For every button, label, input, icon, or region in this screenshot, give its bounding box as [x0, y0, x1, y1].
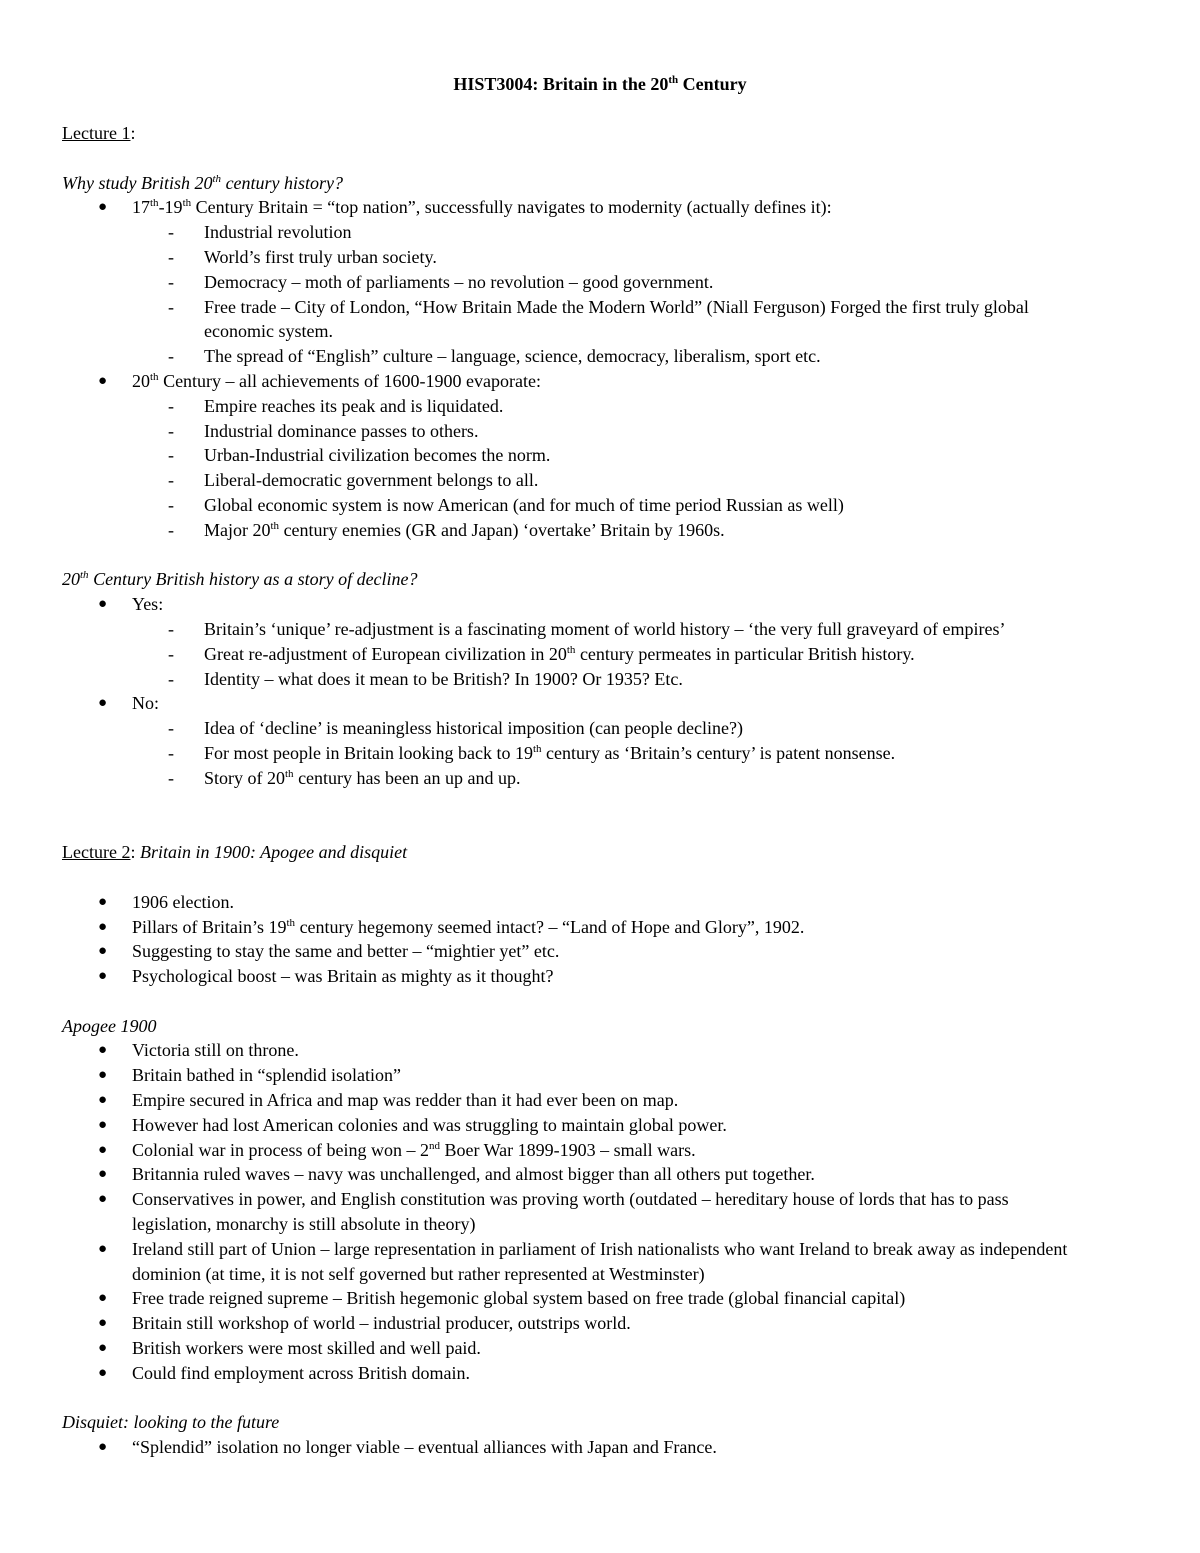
bullet-item — [62, 195, 1092, 220]
bullet-item — [62, 1286, 1092, 1311]
text-segment: Apogee 1900 — [62, 1015, 157, 1036]
bullet-item — [62, 1311, 1092, 1336]
text-segment: No: — [132, 693, 159, 714]
dash-item — [62, 468, 1092, 493]
text-segment: Conservatives in power, and English constitution was proving worth (outdated – hereditary house of lords that has to pass legislation, monarchy is still absolute in theory) — [132, 1189, 1009, 1235]
text-segment: For most people in Britain looking back to 19 — [204, 742, 533, 763]
text-segment: Lecture 2 — [62, 842, 131, 863]
text-segment: Major 20 — [204, 519, 271, 540]
bullet-item — [62, 592, 1092, 617]
dash-icon: - — [168, 767, 174, 788]
text-segment: 1906 election. — [132, 891, 234, 912]
text-segment: th — [270, 519, 280, 532]
dash-icon: - — [168, 470, 174, 491]
dash-icon: - — [168, 346, 174, 367]
text-segment: century as ‘Britain’s century’ is patent nonsense. — [541, 742, 896, 763]
bullet-icon: ● — [98, 199, 108, 216]
bullet-icon: ● — [98, 943, 108, 960]
bullet-item — [62, 890, 1092, 915]
text-segment: 20 — [62, 569, 80, 590]
dash-item — [62, 220, 1092, 245]
text-segment: th — [566, 643, 576, 656]
text-segment: th — [80, 569, 89, 582]
text-segment: Urban-Industrial civilization becomes the norm. — [204, 445, 551, 466]
text-segment: century permeates in particular British history. — [575, 643, 915, 664]
text-segment: Pillars of Britain’s 19 — [132, 916, 287, 937]
bullet-icon: ● — [98, 1092, 108, 1109]
dash-item — [62, 295, 1092, 345]
dash-item — [62, 518, 1092, 543]
bullet-item — [62, 1038, 1092, 1063]
text-segment: Britain bathed in “splendid isolation” — [132, 1065, 401, 1086]
bullet-icon: ● — [98, 1116, 108, 1133]
text-segment: British workers were most skilled and well paid. — [132, 1338, 481, 1359]
bullet-icon: ● — [98, 1290, 108, 1307]
dash-icon: - — [168, 718, 174, 739]
bullet-item — [62, 1088, 1092, 1113]
bullet-icon: ● — [98, 1166, 108, 1183]
text-segment: Could find employment across British domain. — [132, 1362, 470, 1383]
text-segment: Industrial dominance passes to others. — [204, 420, 479, 441]
text-segment: century has been an up and up. — [293, 767, 521, 788]
dash-icon: - — [168, 246, 174, 267]
dash-item — [62, 766, 1092, 791]
text-segment: World’s first truly urban society. — [204, 246, 437, 267]
bullet-icon: ● — [98, 918, 108, 935]
text-segment: century hegemony seemed intact? – “Land of Hope and Glory”, 1902. — [295, 916, 805, 937]
text-segment: Identity – what does it mean to be British? In 1900? Or 1935? Etc. — [204, 668, 683, 689]
bullet-icon: ● — [98, 968, 108, 985]
dash-icon: - — [168, 494, 174, 515]
title-text-segment: HIST3004: Britain in the 20 — [453, 74, 669, 94]
dash-icon: - — [168, 618, 174, 639]
text-segment: century enemies (GR and Japan) ‘overtake’ Britain by 1960s. — [279, 519, 725, 540]
bullet-item — [62, 1187, 1092, 1237]
bullet-item — [62, 1435, 1092, 1460]
dash-item — [62, 741, 1092, 766]
dash-item — [62, 617, 1092, 642]
bullet-icon: ● — [98, 596, 108, 613]
bullet-icon: ● — [98, 1315, 108, 1332]
text-segment: Britain still workshop of world – industrial producer, outstrips world. — [132, 1313, 631, 1334]
text-segment: Yes: — [132, 594, 164, 615]
blank-line — [62, 146, 1092, 171]
text-segment: Disquiet: looking to the future — [62, 1412, 280, 1433]
dash-item — [62, 493, 1092, 518]
blank-line — [62, 1386, 1092, 1411]
bullet-icon: ● — [98, 1141, 108, 1158]
text-segment: th — [212, 172, 222, 185]
text-segment: Victoria still on throne. — [132, 1040, 299, 1061]
dash-item — [62, 642, 1092, 667]
bullet-item — [62, 1336, 1092, 1361]
bullet-item — [62, 1361, 1092, 1386]
text-segment: Empire reaches its peak and is liquidated. — [204, 395, 504, 416]
dash-icon: - — [168, 742, 174, 763]
dash-item — [62, 443, 1092, 468]
bullet-icon: ● — [98, 372, 108, 389]
dash-item — [62, 716, 1092, 741]
bullet-item — [62, 939, 1092, 964]
text-segment: Free trade reigned supreme – British hegemonic global system based on free trade (global financial capital) — [132, 1288, 906, 1309]
section-heading — [62, 567, 1092, 592]
text-segment: : — [130, 123, 136, 143]
dash-icon: - — [168, 519, 174, 540]
bullet-item — [62, 1237, 1092, 1287]
blank-line — [62, 865, 1092, 890]
text-segment: Ireland still part of Union – large representation in parliament of Irish nationalists who want Ireland to break away as independent dominion (at time, it is not self governed but rather represented at Westminster) — [132, 1238, 1068, 1284]
text-segment: Democracy – moth of parliaments – no revolution – good government. — [204, 271, 714, 292]
text-segment: 20 — [132, 370, 150, 391]
text-segment: Suggesting to stay the same and better – “mightier yet” etc. — [132, 941, 560, 962]
bullet-icon: ● — [98, 893, 108, 910]
bullet-item — [62, 964, 1092, 989]
text-segment: th — [150, 197, 159, 210]
text-segment: “Splendid” isolation no longer viable – eventual alliances with Japan and France. — [132, 1437, 717, 1458]
bullet-item — [62, 1113, 1092, 1138]
text-segment: Idea of ‘decline’ is meaningless historical imposition (can people decline?) — [204, 718, 743, 739]
bullet-icon: ● — [98, 1340, 108, 1357]
dash-icon: - — [168, 395, 174, 416]
bullet-icon: ● — [98, 1240, 108, 1257]
text-segment: However had lost American colonies and was struggling to maintain global power. — [132, 1114, 727, 1135]
text-segment: The spread of “English” culture – language, science, democracy, liberalism, sport etc. — [204, 346, 821, 367]
text-segment: Psychological boost – was Britain as mighty as it thought? — [132, 966, 554, 987]
bullet-item — [62, 1162, 1092, 1187]
text-segment: th — [150, 370, 159, 383]
bullet-icon: ● — [98, 1439, 108, 1456]
dash-item — [62, 344, 1092, 369]
text-segment: Liberal-democratic government belongs to all. — [204, 470, 539, 491]
dash-icon: - — [168, 420, 174, 441]
blank-line — [62, 791, 1092, 816]
bullet-icon: ● — [98, 1042, 108, 1059]
dash-icon: - — [168, 643, 174, 664]
text-segment: 17 — [132, 197, 150, 218]
text-segment: Century British history as a story of decline? — [88, 569, 418, 590]
dash-icon: - — [168, 271, 174, 292]
dash-icon: - — [168, 296, 174, 317]
bullet-icon: ● — [98, 1364, 108, 1381]
text-segment: th — [532, 742, 542, 755]
title-text-segment: Century — [678, 74, 747, 94]
blank-line — [62, 543, 1092, 568]
bullet-icon: ● — [98, 1067, 108, 1084]
dash-item — [62, 394, 1092, 419]
text-segment: century history? — [221, 172, 344, 193]
text-segment: Colonial war in process of being won – 2 — [132, 1139, 429, 1160]
section-heading — [62, 121, 1092, 146]
text-segment: Industrial revolution — [204, 222, 352, 243]
dash-icon: - — [168, 668, 174, 689]
text-segment: Britain’s ‘unique’ re-adjustment is a fascinating moment of world history – ‘the very full graveyard of empires’ — [204, 618, 1006, 639]
blank-line — [62, 815, 1092, 840]
text-segment: Boer War 1899-1903 – small wars. — [439, 1139, 696, 1160]
dash-item — [62, 667, 1092, 692]
text-segment: Story of 20 — [204, 767, 285, 788]
text-segment: th — [285, 767, 294, 780]
text-segment: Century – all achievements of 1600-1900 evaporate: — [158, 370, 541, 391]
bullet-item — [62, 1138, 1092, 1163]
document-title — [0, 72, 1200, 97]
text-segment: th — [286, 916, 296, 929]
bullet-icon: ● — [98, 1191, 108, 1208]
text-segment: : — [130, 842, 140, 863]
dash-icon: - — [168, 222, 174, 243]
bullet-item — [62, 915, 1092, 940]
text-segment: nd — [428, 1139, 440, 1152]
text-segment: Global economic system is now American (and for much of time period Russian as well) — [204, 494, 844, 515]
text-segment: Great re-adjustment of European civilization in 20 — [204, 643, 567, 664]
bullet-icon: ● — [98, 695, 108, 712]
dash-item — [62, 270, 1092, 295]
bullet-item — [62, 1063, 1092, 1088]
dash-item — [62, 245, 1092, 270]
text-segment: Britain in 1900: Apogee and disquiet — [139, 842, 408, 863]
document-body — [62, 121, 1092, 1460]
text-segment: Britannia ruled waves – navy was unchallenged, and almost bigger than all others put together. — [132, 1164, 815, 1185]
section-heading — [62, 1014, 1092, 1039]
text-segment: Empire secured in Africa and map was redder than it had ever been on map. — [132, 1090, 679, 1111]
bullet-item — [62, 369, 1092, 394]
text-segment: Century Britain = “top nation”, successfully navigates to modernity (actually defines it): — [191, 197, 832, 218]
section-heading — [62, 840, 1092, 865]
text-segment: th — [182, 197, 192, 210]
text-segment: -19 — [158, 197, 183, 218]
dash-item — [62, 419, 1092, 444]
text-segment: Lecture 1 — [62, 123, 131, 143]
text-segment: Why study British 20 — [62, 172, 213, 193]
bullet-item — [62, 691, 1092, 716]
section-heading — [62, 1410, 1092, 1435]
blank-line — [62, 989, 1092, 1014]
text-segment: Free trade – City of London, “How Britain Made the Modern World” (Niall Ferguson) Forged the first truly global economic system. — [204, 296, 1029, 342]
section-heading — [62, 171, 1092, 196]
title-text-segment: th — [668, 74, 679, 86]
dash-icon: - — [168, 445, 174, 466]
